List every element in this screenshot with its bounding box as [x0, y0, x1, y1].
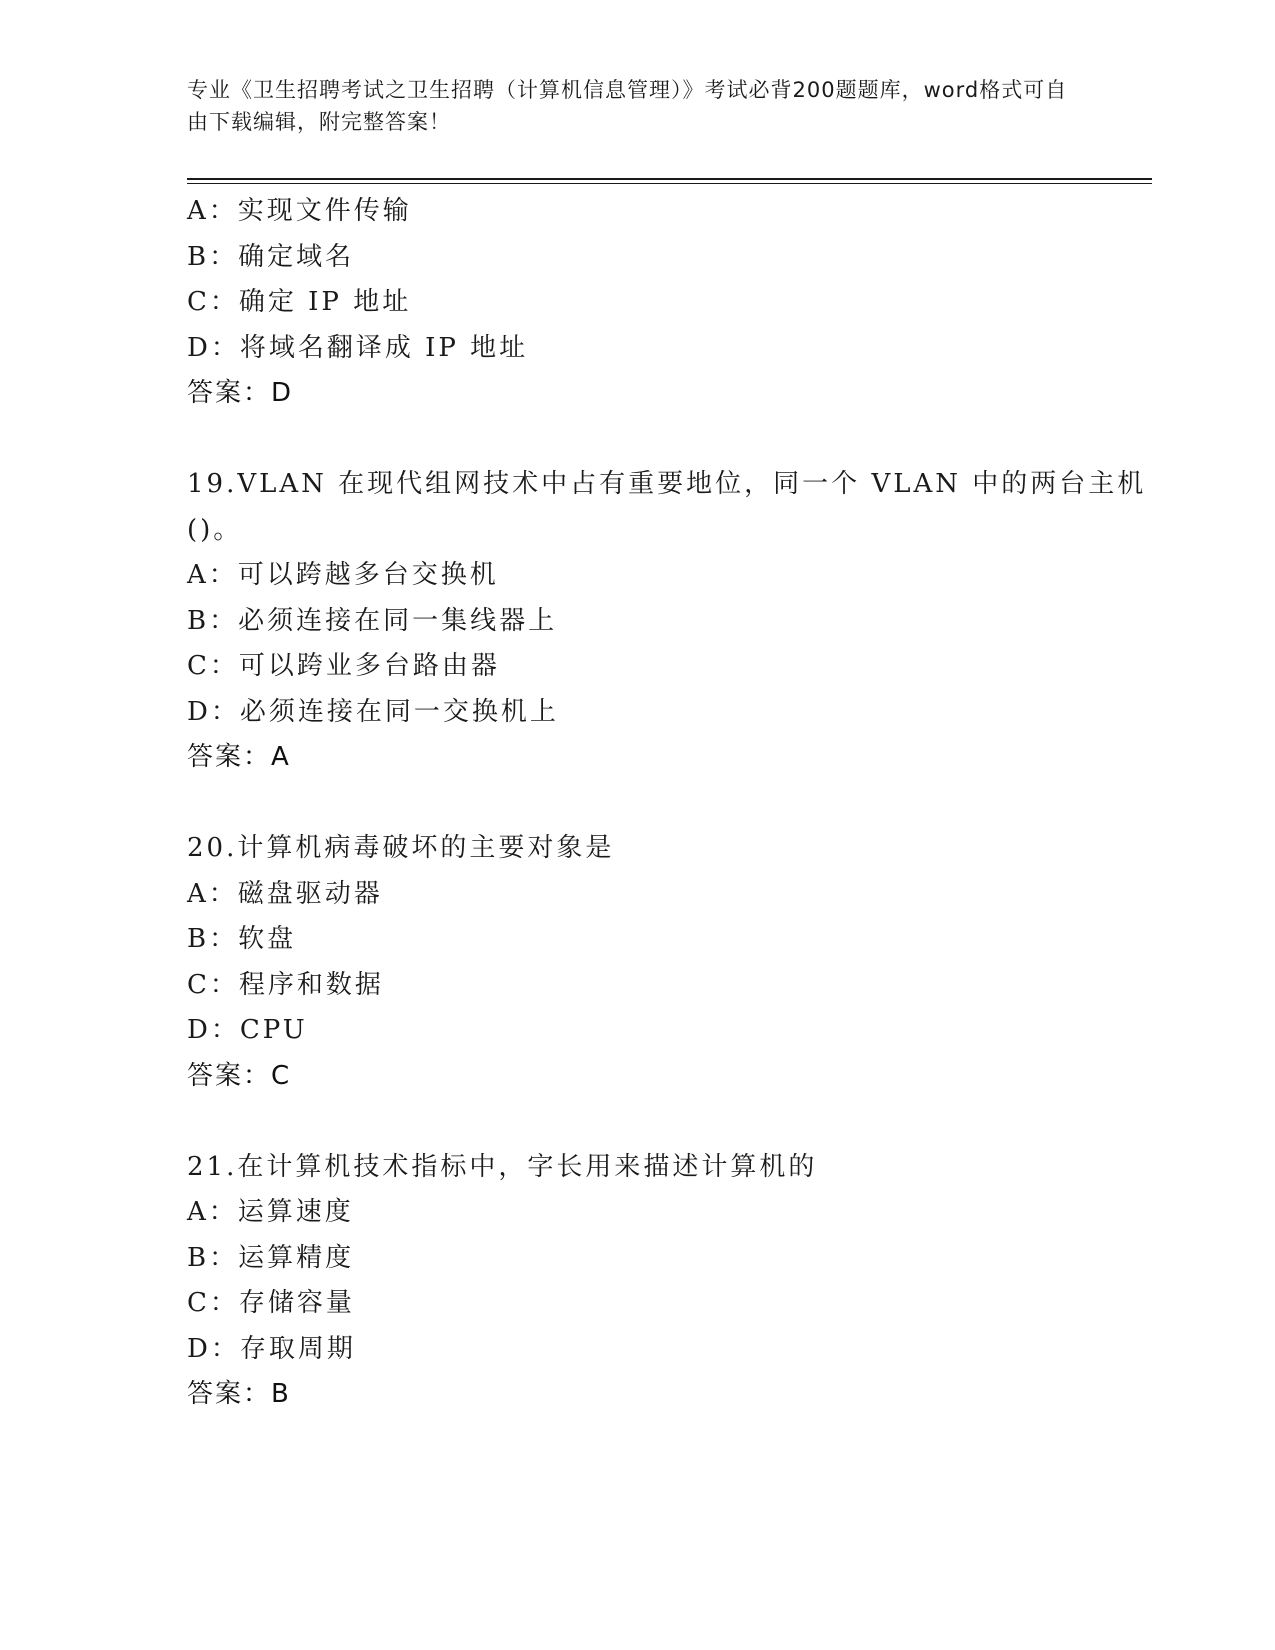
option-d: D：必须连接在同一交换机上 — [187, 696, 559, 727]
spacer — [187, 417, 1152, 463]
question-list — [187, 189, 1152, 1418]
option-b: B：软盘 — [187, 924, 297, 954]
answer-line: 答案：B — [187, 1379, 291, 1409]
question-title: 20.计算机病毒破坏的主要对象是 — [187, 833, 615, 863]
header-divider-thin — [187, 183, 1152, 184]
option-b: B：确定域名 — [187, 241, 355, 272]
question-title: 21.在计算机技术指标中，字长用来描述计算机的 — [187, 1151, 818, 1182]
question-title: 19.VLAN 在现代组网技术中占有重要地位，同一个 VLAN 中的两台主机()。 — [187, 469, 1147, 545]
option-b: B：运算精度 — [187, 1242, 355, 1273]
option-a: A：可以跨越多台交换机 — [187, 560, 499, 590]
option-a: A：磁盘驱动器 — [187, 878, 383, 909]
option-c: C：可以跨业多台路由器 — [187, 651, 500, 681]
option-d: D：CPU — [187, 1015, 308, 1045]
option-b: B：必须连接在同一集线器上 — [187, 605, 558, 636]
question-block-20 — [187, 826, 1152, 1099]
option-d: D：存取周期 — [187, 1333, 356, 1364]
option-d: D：将域名翻译成 IP 地址 — [187, 332, 529, 363]
spacer — [187, 1099, 1152, 1145]
answer-line: 答案：C — [187, 1060, 292, 1091]
document-header: 专业《卫生招聘考试之卫生招聘（计算机信息管理）》考试必背200题题库，word格式可自由下载编辑，附完整答案！ — [187, 78, 1068, 134]
option-a: A：实现文件传输 — [187, 196, 412, 226]
question-block-continued — [187, 189, 1152, 417]
option-c: C：确定 IP 地址 — [187, 287, 412, 317]
answer-line: 答案：D — [187, 378, 294, 408]
option-c: C：程序和数据 — [187, 969, 384, 1000]
answer-line: 答案：A — [187, 742, 291, 772]
option-c: C：存储容量 — [187, 1288, 355, 1318]
question-block-21 — [187, 1145, 1152, 1418]
spacer — [187, 781, 1152, 827]
question-block-19 — [187, 462, 1152, 781]
option-a: A：运算速度 — [187, 1197, 354, 1227]
header-divider-thick — [187, 178, 1152, 180]
